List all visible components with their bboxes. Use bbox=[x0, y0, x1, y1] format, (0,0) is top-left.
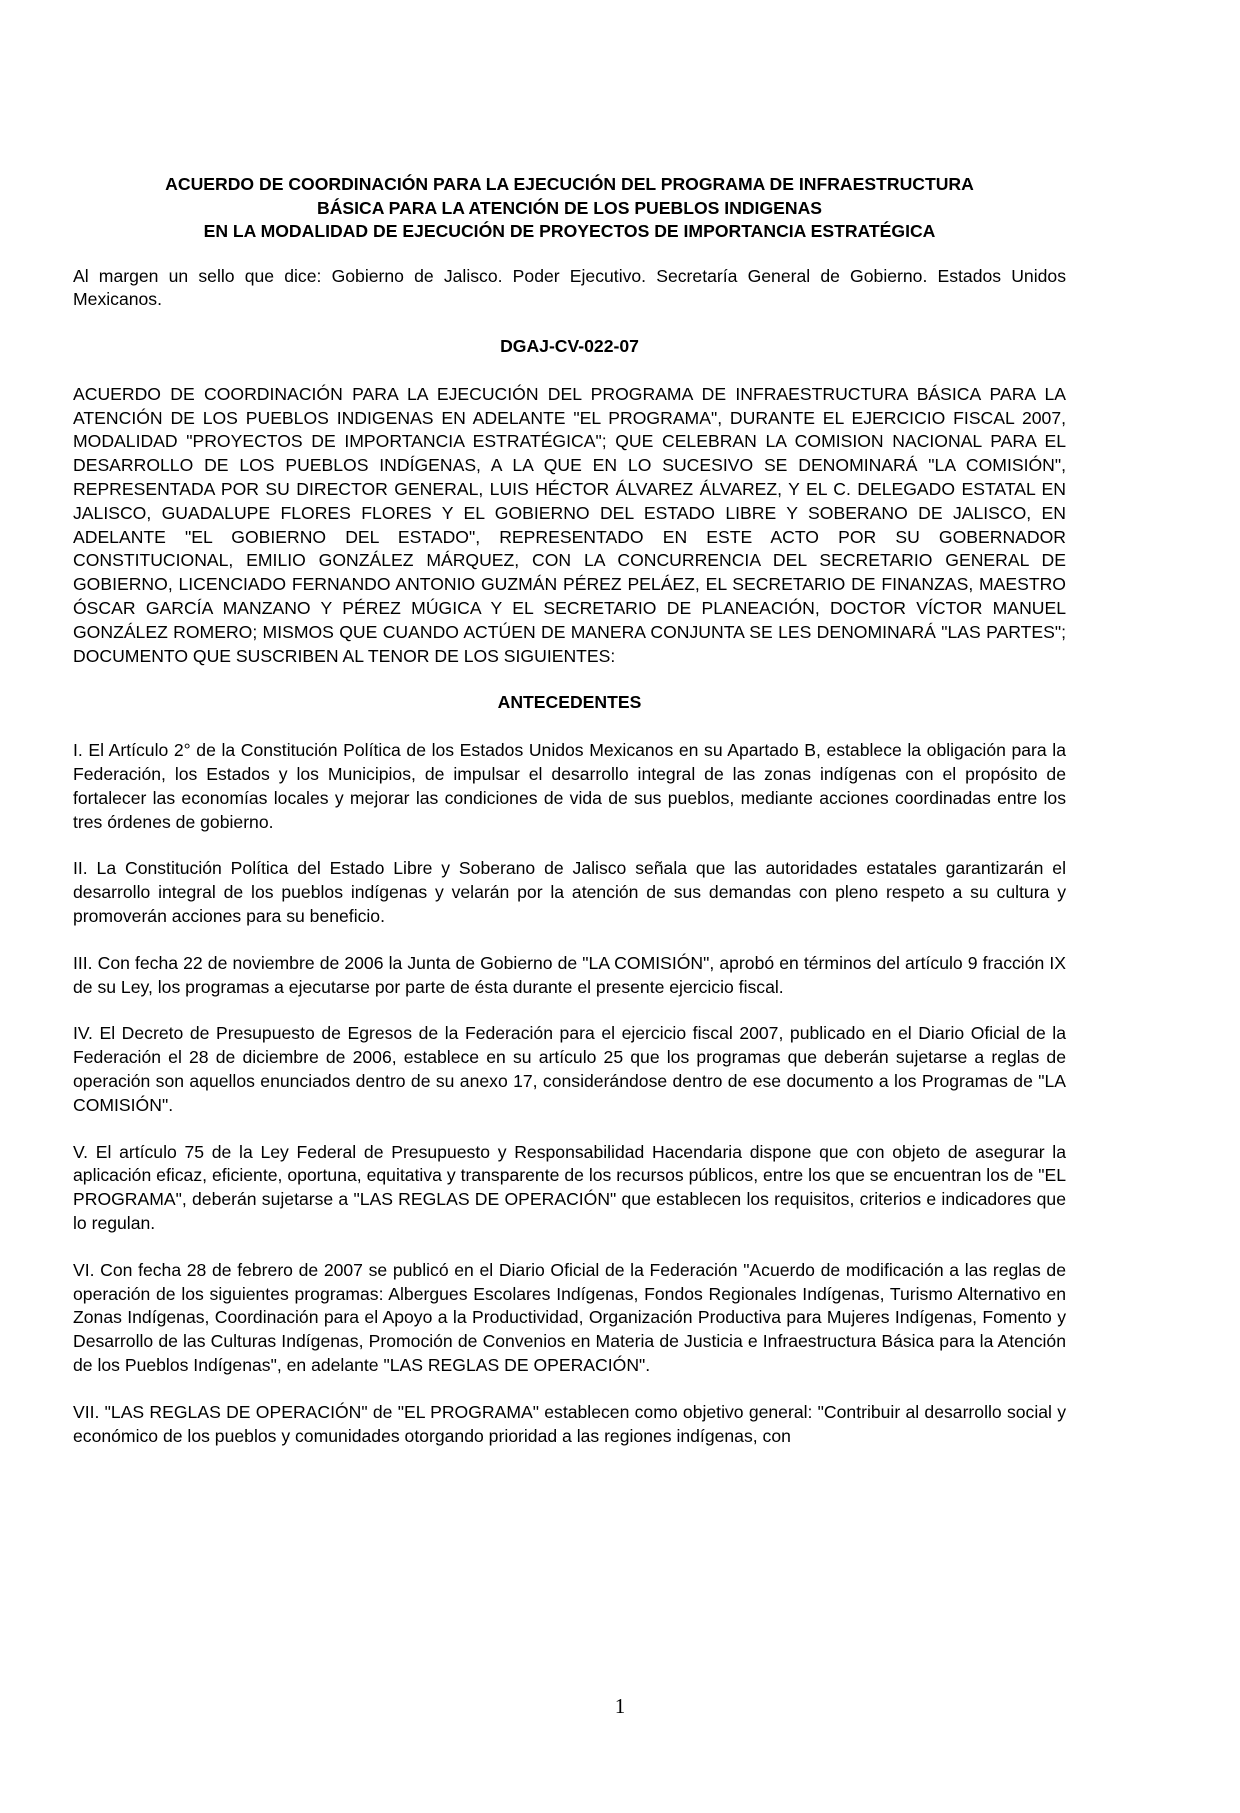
title-line-3: EN LA MODALIDAD DE EJECUCIÓN DE PROYECTOS DE IMPORTANCIA ESTRATÉGICA bbox=[203, 221, 936, 241]
document-body bbox=[73, 173, 1066, 1448]
antecedente-7: VII. "LAS REGLAS DE OPERACIÓN" de "EL PROGRAMA" establecen como objetivo general: "Contribuir al desarrollo social y económico de los pueblos y comunidades otorgando prioridad a las regiones indígenas, con bbox=[73, 1401, 1066, 1446]
title-line-2: BÁSICA PARA LA ATENCIÓN DE LOS PUEBLOS INDIGENAS bbox=[316, 197, 823, 218]
margin-note: Al margen un sello que dice: Gobierno de Jalisco. Poder Ejecutivo. Secretaría General de Gobierno. Estados Unidos Mexicanos. bbox=[73, 265, 1066, 310]
document-code: DGAJ-CV-022-07 bbox=[500, 336, 639, 357]
antecedente-2: II. La Constitución Política del Estado Libre y Soberano de Jalisco señala que las autoridades estatales garantizarán el desarrollo integral de los pueblos indígenas y velarán por la atención de sus demandas con pleno respeto a su cultura y promoverán acciones para su beneficio. bbox=[73, 858, 1066, 927]
document-title bbox=[73, 173, 1066, 244]
antecedente-1: I. El Artículo 2° de la Constitución Política de los Estados Unidos Mexicanos en su Apartado B, establece la obligación para la Federación, los Estados y los Municipios, de impulsar el desarrollo integral de las zonas indígenas con el propósito de fortalecer las economías locales y mejorar las condiciones de vida de sus pueblos, mediante acciones coordinadas entre los tres órdenes de gobierno. bbox=[73, 740, 1066, 832]
antecedente-4: IV. El Decreto de Presupuesto de Egresos de la Federación para el ejercicio fiscal 2007, publicado en el Diario Oficial de la Federación el 28 de diciembre de 2006, establece en su artículo 25 que los programas que deberán sujetarse a reglas de operación son aquellos enunciados dentro de su anexo 17, considerándose dentro de ese documento a los Programas de "LA COMISIÓN". bbox=[73, 1023, 1066, 1115]
antecedente-5: V. El artículo 75 de la Ley Federal de Presupuesto y Responsabilidad Hacendaria dispone que con objeto de asegurar la aplicación eficaz, eficiente, oportuna, equitativa y transparente de los recursos públicos, entre los que se encuentran los de "EL PROGRAMA", deberán sujetarse a "LAS REGLAS DE OPERACIÓN" que establecen los requisitos, criterios e indicadores que lo regulan. bbox=[73, 1141, 1066, 1233]
antecedente-6: VI. Con fecha 28 de febrero de 2007 se publicó en el Diario Oficial de la Federación "Acuerdo de modificación a las reglas de operación de los siguientes programas: Albergues Escolares Indígenas, Fondos Regionales Indígenas, Turismo Alternativo en Zonas Indígenas, Coordinación para el Apoyo a la Productividad, Organización Productiva para Mujeres Indígenas, Fomento y Desarrollo de las Culturas Indígenas, Promoción de Convenios en Materia de Justicia e Infraestructura Básica para la Atención de los Pueblos Indígenas", en adelante "LAS REGLAS DE OPERACIÓN". bbox=[73, 1259, 1066, 1375]
section-heading-antecedentes: ANTECEDENTES bbox=[497, 692, 642, 713]
title-line-1: ACUERDO DE COORDINACIÓN PARA LA EJECUCIÓN DEL PROGRAMA DE INFRAESTRUCTURA bbox=[165, 174, 974, 194]
intro-paragraph: ACUERDO DE COORDINACIÓN PARA LA EJECUCIÓN DEL PROGRAMA DE INFRAESTRUCTURA BÁSICA PARA LA ATENCIÓN DE LOS PUEBLOS INDIGENAS EN ADELANTE "EL PROGRAMA", DURANTE EL EJERCICIO FISCAL 2007, MODALIDAD "PROYECTOS DE IMPORTANCIA ESTRATÉGICA"; QUE CELEBRAN LA COMISION NACIONAL PARA EL DESARROLLO DE LOS PUEBLOS INDÍGENAS, A LA QUE EN LO SUCESIVO SE DENOMINARÁ "LA COMISIÓN", REPRESENTADA POR SU DIRECTOR GENERAL, LUIS HÉCTOR ÁLVAREZ ÁLVAREZ, Y EL C. DELEGADO ESTATAL EN JALISCO, GUADALUPE FLORES FLORES Y EL GOBIERNO DEL ESTADO LIBRE Y SOBERANO DE JALISCO, EN ADELANTE "EL GOBIERNO DEL ESTADO", REPRESENTADO EN ESTE ACTO POR SU GOBERNADOR CONSTITUCIONAL, EMILIO GONZÁLEZ MÁRQUEZ, CON LA CONCURRENCIA DEL SECRETARIO GENERAL DE GOBIERNO, LICENCIADO FERNANDO ANTONIO GUZMÁN PÉREZ PELÁEZ, EL SECRETARIO DE FINANZAS, MAESTRO ÓSCAR GARCÍA MANZANO Y PÉREZ MÚGICA Y EL SECRETARIO DE PLANEACIÓN, DOCTOR VÍCTOR MANUEL GONZÁLEZ ROMERO; MISMOS QUE CUANDO ACTÚEN DE MANERA CONJUNTA SE LES DENOMINARÁ "LAS PARTES"; DOCUMENTO QUE SUSCRIBEN AL TENOR DE LOS SIGUIENTES: bbox=[73, 383, 1066, 666]
antecedente-3: III. Con fecha 22 de noviembre de 2006 la Junta de Gobierno de "LA COMISIÓN", aprobó en términos del artículo 9 fracción IX de su Ley, los programas a ejecutarse por parte de ésta durante el presente ejercicio fiscal. bbox=[73, 952, 1066, 997]
page-number: 1 bbox=[614, 1694, 626, 1718]
